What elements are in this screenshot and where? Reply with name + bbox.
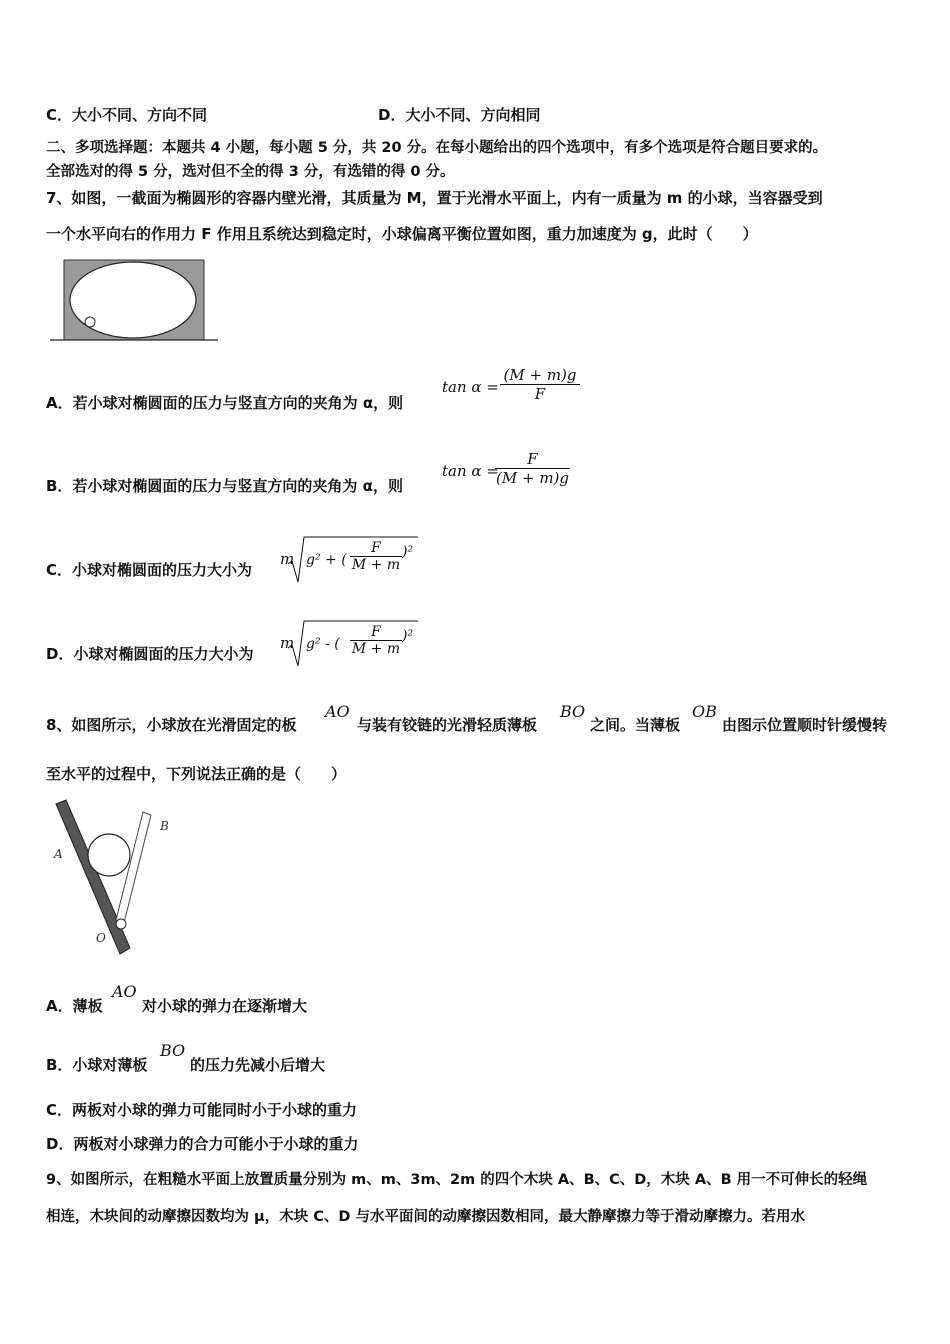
q7-stem-line1: 7、如图，一截面为椭圆形的容器内壁光滑，其质量为 M，置于光滑水平面上，内有一质量为 m 的小球，当容器受到 [46, 189, 823, 207]
q7-a-numerator: (M + m)g [503, 366, 577, 384]
q6-option-d: D．大小不同、方向相同 [378, 106, 541, 124]
q8-option-a-part1: A．薄板 [46, 997, 103, 1015]
q7-figure-container [50, 255, 220, 345]
label-b: B [160, 819, 169, 833]
q9-stem-line2: 相连，木块间的动摩擦因数均为 μ，木块 C、D 与水平面间的动摩擦因数相同，最大静摩擦力等于滑动摩擦力。若用水 [46, 1209, 805, 1225]
ball [88, 834, 130, 876]
q8-stem-line2: 至水平的过程中，下列说法正确的是（ ） [46, 765, 347, 783]
q7-b-numerator: F [527, 450, 538, 468]
q9-stem-line1: 9、如图所示，在粗糙水平面上放置质量分别为 m、m、3m、2m 的四个木块 A、B、C、D，木块 A、B 用一不可伸长的轻绳 [46, 1172, 868, 1188]
q7-option-a-text: A．若小球对椭圆面的压力与竖直方向的夹角为 α，则 [46, 394, 404, 412]
q8-stem-part1: 8、如图所示，小球放在光滑固定的板 [46, 716, 297, 734]
q8-sym-ob: OB [692, 702, 717, 721]
q7-c-numerator: F [371, 540, 381, 556]
q7-c-m: m [280, 550, 295, 568]
q7-b-fraction [495, 450, 570, 487]
q8-b-sym-bo: BO [160, 1041, 186, 1060]
q8-option-b-part1: B．小球对薄板 [46, 1056, 148, 1074]
label-a: A [54, 847, 63, 861]
label-o: O [96, 931, 106, 945]
q7-d-close: )² [402, 628, 414, 644]
q8-stem-part2: 与装有铰链的光滑轻质薄板 [357, 716, 538, 734]
q7-c-close: )² [402, 544, 414, 560]
fixed-board-ao [56, 800, 130, 954]
q7-a-fraction [500, 366, 580, 403]
q8-option-c: C．两板对小球的弹力可能同时小于小球的重力 [46, 1101, 358, 1119]
q8-sym-bo: BO [560, 702, 586, 721]
q7-d-g-term: g² - ( [306, 636, 340, 652]
q7-d-numerator: F [371, 624, 381, 640]
q8-a-sym-ao: AO [112, 982, 137, 1001]
q7-a-lhs: tan α = [442, 378, 499, 396]
q7-option-d-text: D．小球对椭圆面的压力大小为 [46, 645, 254, 663]
q7-stem-line2: 一个水平向右的作用力 F 作用且系统达到稳定时，小球偏离平衡位置如图，重力加速度为 g，此时（ ） [46, 225, 758, 243]
section-heading-line2: 全部选对的得 5 分，选对但不全的得 3 分，有选错的得 0 分。 [46, 164, 455, 180]
q8-option-a-part2: 对小球的弹力在逐渐增大 [142, 997, 308, 1015]
q7-option-c-text: C．小球对椭圆面的压力大小为 [46, 561, 253, 579]
q7-c-fraction [350, 540, 402, 573]
q7-option-b-text: B．若小球对椭圆面的压力与竖直方向的夹角为 α，则 [46, 477, 403, 495]
q8-option-d: D．两板对小球弹力的合力可能小于小球的重力 [46, 1135, 359, 1153]
q8-sym-ao: AO [325, 702, 350, 721]
q7-d-denominator: M + m [351, 641, 401, 657]
q7-c-denominator: M + m [351, 557, 401, 573]
q7-d-fraction [350, 624, 402, 657]
q7-a-denominator: F [534, 385, 546, 403]
q7-c-g-term: g² + ( [306, 552, 347, 568]
section-heading-line1: 二、多项选择题：本题共 4 小题，每小题 5 分，共 20 分。在每小题给出的四个选项中，有多个选项是符合题目要求的。 [46, 140, 828, 156]
q8-stem-part4: 由图示位置顺时针缓慢转 [722, 716, 888, 734]
q8-figure [50, 798, 190, 964]
q8-option-b-part2: 的压力先减小后增大 [190, 1056, 326, 1074]
q8-stem-part3: 之间。当薄板 [590, 716, 681, 734]
q7-b-denominator: (M + m)g [496, 469, 569, 487]
q7-d-m: m [280, 634, 295, 652]
hinge [116, 919, 126, 929]
small-ball [85, 317, 95, 327]
q7-b-lhs: tan α = [442, 462, 499, 480]
q6-option-c: C．大小不同、方向不同 [46, 106, 208, 124]
